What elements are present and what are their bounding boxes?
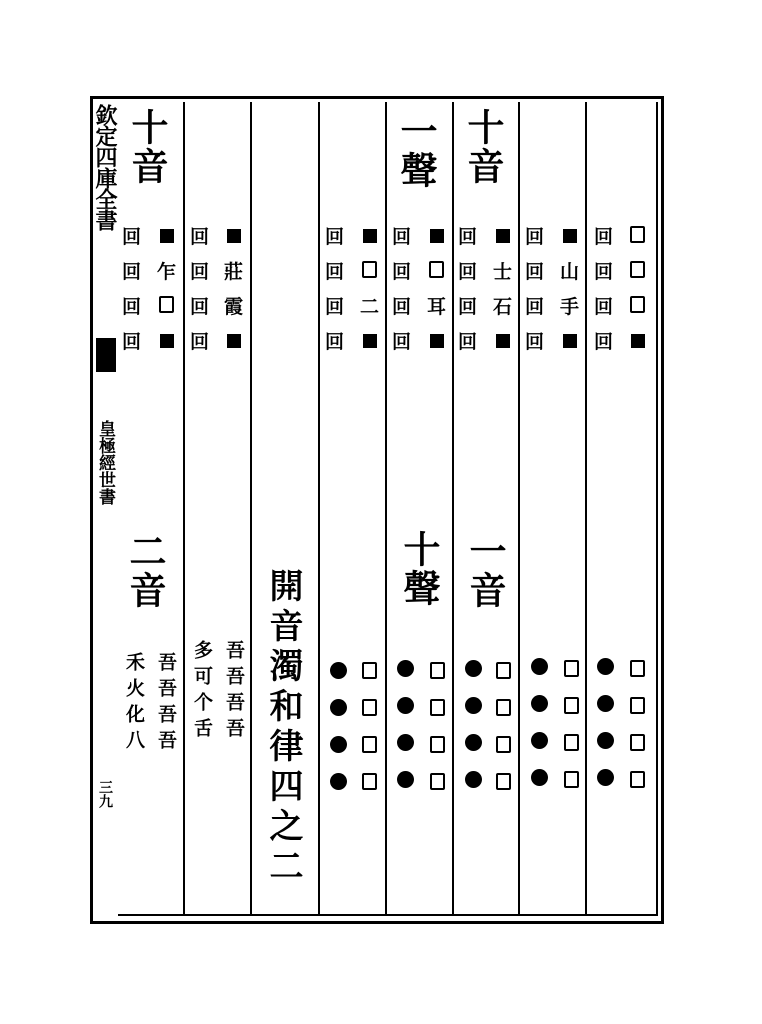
glyph-cell: 回 <box>190 261 210 283</box>
black-square <box>430 325 444 360</box>
filled-circle <box>465 660 482 677</box>
rime-char: 石 <box>493 296 513 318</box>
col1-marks <box>157 220 176 360</box>
col6-dots <box>465 660 482 788</box>
col8-boxes <box>630 660 645 788</box>
white-square <box>430 773 445 790</box>
black-square <box>563 325 577 360</box>
book-title: 皇極經世書 <box>95 420 115 505</box>
white-square <box>564 734 579 751</box>
white-square <box>429 255 444 290</box>
rime-char: 乍 <box>157 261 177 283</box>
margin-column <box>92 100 118 916</box>
col8-marks <box>630 220 645 360</box>
folio-number: 三九 <box>97 780 113 808</box>
col1-lower-right: 吾吾吾吾 <box>155 652 177 756</box>
column-rule <box>452 102 454 916</box>
col4-glyphs <box>325 220 344 360</box>
column-rule <box>385 102 387 916</box>
column-rule <box>250 102 252 916</box>
rime-char: 士 <box>493 261 513 283</box>
white-square <box>430 699 445 716</box>
glyph-cell: 回 <box>458 226 478 248</box>
column-rule <box>183 102 185 916</box>
col8-dots <box>597 658 614 786</box>
black-square <box>227 220 241 255</box>
col6-glyphs <box>458 220 477 360</box>
glyph-cell: 回 <box>122 296 142 318</box>
filled-circle <box>531 732 548 749</box>
white-square <box>630 290 645 325</box>
white-square <box>630 255 645 290</box>
collection-title: 欽定四庫全書 <box>92 104 118 230</box>
col6-lower-heading: 一音 <box>463 532 507 610</box>
black-square <box>430 220 444 255</box>
glyph-cell: 回 <box>325 261 345 283</box>
black-square <box>227 325 241 360</box>
col6-boxes <box>496 662 511 790</box>
glyph-cell: 回 <box>392 331 412 353</box>
rime-char: 手 <box>560 296 580 318</box>
col6-heading: 十音 <box>461 108 505 186</box>
white-square <box>630 220 645 255</box>
black-square <box>160 220 174 255</box>
col8-glyphs <box>594 220 613 360</box>
glyph-cell: 回 <box>190 296 210 318</box>
white-square <box>496 699 511 716</box>
white-square <box>496 773 511 790</box>
glyph-cell: 回 <box>458 331 478 353</box>
filled-circle <box>597 695 614 712</box>
filled-circle <box>465 697 482 714</box>
glyph-cell: 回 <box>122 331 142 353</box>
filled-circle <box>330 736 347 753</box>
black-square <box>631 325 645 360</box>
black-square <box>496 325 510 360</box>
glyph-cell: 回 <box>325 226 345 248</box>
col1-lower-heading: 二音 <box>123 532 167 610</box>
col1-heading: 十音 <box>125 108 169 186</box>
col7-boxes <box>564 660 579 788</box>
glyph-cell: 回 <box>122 261 142 283</box>
col4-marks <box>360 220 379 360</box>
fishtail-mark <box>96 338 116 372</box>
filled-circle <box>465 734 482 751</box>
white-square <box>362 699 377 716</box>
white-square <box>496 662 511 679</box>
col4-boxes <box>362 662 377 790</box>
black-square <box>496 220 510 255</box>
filled-circle <box>330 699 347 716</box>
column-rule <box>518 102 520 916</box>
col2-lower-top: 多可个舌 <box>191 640 213 744</box>
filled-circle <box>465 771 482 788</box>
black-square <box>563 220 577 255</box>
white-square <box>159 290 174 325</box>
col7-dots <box>531 658 548 786</box>
white-square <box>564 697 579 714</box>
glyph-cell: 回 <box>525 226 545 248</box>
glyph-cell: 回 <box>392 261 412 283</box>
white-square <box>564 660 579 677</box>
white-square <box>630 660 645 677</box>
filled-circle <box>531 769 548 786</box>
filled-circle <box>597 732 614 749</box>
white-square <box>362 736 377 753</box>
column-rule <box>585 102 587 916</box>
filled-circle <box>531 695 548 712</box>
filled-circle <box>397 771 414 788</box>
col1-lower-chars: 禾火化八 <box>123 652 145 756</box>
col5-boxes <box>430 662 445 790</box>
white-square <box>630 771 645 788</box>
column-rule <box>318 102 320 916</box>
white-square <box>496 736 511 753</box>
col2-lower-right: 吾吾吾吾 <box>223 640 245 744</box>
white-square <box>564 771 579 788</box>
black-square <box>363 325 377 360</box>
filled-circle <box>397 734 414 751</box>
black-square <box>363 220 377 255</box>
rime-char: 耳 <box>427 296 447 318</box>
glyph-cell: 回 <box>525 261 545 283</box>
glyph-cell: 回 <box>525 296 545 318</box>
col4-dots <box>330 662 347 790</box>
white-square <box>362 773 377 790</box>
glyph-cell: 回 <box>392 226 412 248</box>
rime-char: 莊 <box>224 261 244 283</box>
white-square <box>430 662 445 679</box>
col5-glyphs <box>392 220 411 360</box>
glyph-cell: 回 <box>594 296 614 318</box>
white-square <box>362 255 377 290</box>
glyph-cell: 回 <box>594 261 614 283</box>
col2-marks <box>224 220 243 360</box>
glyph-cell: 回 <box>325 331 345 353</box>
white-square <box>430 736 445 753</box>
glyph-cell: 回 <box>594 226 614 248</box>
col2-glyphs <box>190 220 209 360</box>
glyph-cell: 回 <box>325 296 345 318</box>
glyph-cell: 回 <box>190 331 210 353</box>
filled-circle <box>531 658 548 675</box>
glyph-cell: 回 <box>458 296 478 318</box>
col7-marks <box>560 220 579 360</box>
section-title: 開音濁和律四之二 <box>263 568 303 888</box>
glyph-cell: 回 <box>458 261 478 283</box>
white-square <box>630 734 645 751</box>
col5-heading: 一聲 <box>394 112 438 190</box>
filled-circle <box>397 660 414 677</box>
glyph-cell: 回 <box>525 331 545 353</box>
white-square <box>362 662 377 679</box>
col1-glyphs <box>122 220 141 360</box>
glyph-cell: 回 <box>594 331 614 353</box>
glyph-cell: 回 <box>190 226 210 248</box>
filled-circle <box>597 769 614 786</box>
filled-circle <box>397 697 414 714</box>
filled-circle <box>330 662 347 679</box>
glyph-cell: 回 <box>122 226 142 248</box>
rime-char: 霞 <box>224 296 244 318</box>
col5-dots <box>397 660 414 788</box>
col6-marks <box>493 220 512 360</box>
white-square <box>630 697 645 714</box>
col5-marks <box>427 220 446 360</box>
col5-lower-heading: 十聲 <box>397 530 441 608</box>
col7-glyphs <box>525 220 544 360</box>
glyph-cell: 回 <box>392 296 412 318</box>
rime-char: 二 <box>360 296 380 318</box>
filled-circle <box>330 773 347 790</box>
filled-circle <box>597 658 614 675</box>
rime-char: 山 <box>560 261 580 283</box>
black-square <box>160 325 174 360</box>
